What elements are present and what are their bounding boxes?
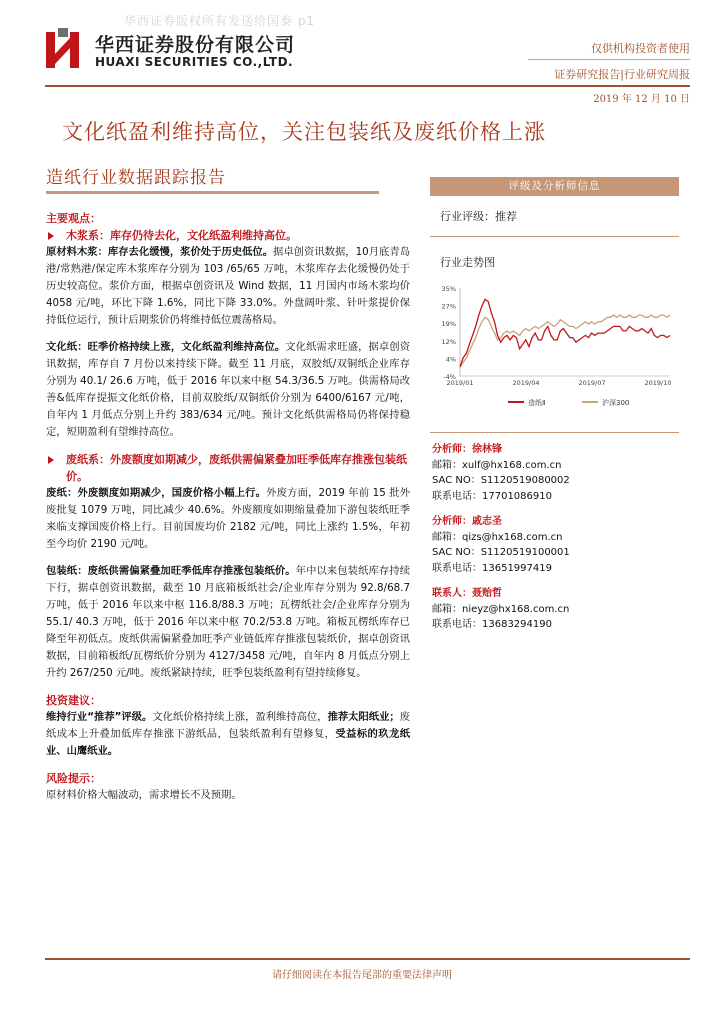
analyst-email[interactable]: qizs@hx168.com.cn (462, 531, 563, 543)
section-heading-text: 木浆系：库存仍待去化，文化纸盈利维持高位。 (66, 229, 297, 242)
report-type: 证券研究报告|行业研究周报 (554, 68, 690, 81)
phone-label: 联系电话： (432, 619, 482, 630)
analyst-phone: 13651997419 (482, 562, 552, 574)
header-divider (45, 85, 690, 87)
analyst-role: 联系人： (432, 588, 472, 599)
series-line (460, 299, 670, 367)
section-heading-pulp (46, 227, 410, 244)
paragraph-lead: 文化纸：旺季价格持续上涨，文化纸盈利维持高位。 (46, 341, 286, 353)
company-logo (44, 28, 82, 70)
x-tick-label: 2019/04 (512, 379, 540, 387)
paragraph-pulp (46, 244, 410, 329)
subtitle-underline (46, 191, 379, 194)
rating-value: 推荐 (495, 210, 517, 223)
company-name-en: HUAXI SECURITIES CO.,LTD. (95, 55, 294, 69)
paragraph-culture-paper (46, 339, 410, 441)
bullet-arrow-icon (48, 456, 54, 464)
investor-only-note: 仅供机构投资者使用 (591, 42, 690, 55)
section-heading-waste-paper (46, 451, 410, 485)
investment-advice-label: 投资建议： (46, 694, 101, 707)
paragraph-packaging-paper (46, 563, 410, 682)
panel-divider (430, 432, 679, 433)
main-points-label: 主要观点： (46, 212, 101, 225)
analyst-card (432, 514, 570, 576)
x-tick-label: 2019/01 (446, 379, 474, 387)
x-tick-label: 2019/07 (578, 379, 606, 387)
y-tick-label: -4% (443, 373, 456, 381)
analyst-list (432, 442, 570, 643)
y-tick-label: 35% (441, 285, 456, 293)
y-tick-label: 4% (445, 355, 456, 364)
paragraph-waste-paper (46, 485, 410, 553)
phone-label: 联系电话： (432, 490, 482, 502)
footer-disclaimer: 请仔细阅读在本报告尾部的重要法律声明 (272, 970, 452, 981)
watermark: 华西证券版权所有发送给国泰 p1 (124, 14, 316, 28)
analyst-sac: SAC NO：S1120519080002 (432, 475, 570, 486)
report-title: 文化纸盈利维持高位，关注包装纸及废纸价格上涨 (62, 120, 546, 144)
analyst-email[interactable]: xulf@hx168.com.cn (462, 459, 562, 471)
series-line (460, 315, 670, 367)
paragraph-body: 年中以来包装纸库存持续下行，据卓创资讯数据，截至 10 月底箱板纸社会/企业库存分别为 92.8/68.7 万吨，低于 2016 年以来中枢 116.8/88.3 万吨；瓦楞纸社会/企业库存分别为 55.1/ 40.3 万吨，低于 2016 年以来中枢 70.2/53.8 万吨。箱板瓦楞纸库存已降至年初低点。废纸供需偏紧叠加旺季产业链低库存推涨包装纸价，据卓创资讯数据，目前箱板纸/瓦楞纸价分别为 4127/3458 元/吨，自年内 8 月低点分别上升约 267/250 元/吨。废纸紧缺持续，旺季包装纸盈利有望持续修复。 (46, 565, 410, 679)
section-heading-text: 废纸系：外废额度如期减少，废纸供需偏紧叠加旺季低库存推涨包装纸价。 (66, 453, 407, 483)
bullet-arrow-icon (48, 232, 54, 240)
email-label: 邮箱： (432, 459, 462, 471)
panel-divider (430, 236, 679, 237)
main-content (46, 210, 410, 804)
analyst-name: 戚志圣 (472, 516, 502, 527)
industry-rating (440, 208, 517, 224)
footer-divider (45, 958, 690, 960)
email-label: 邮箱： (432, 531, 462, 543)
trend-chart-title: 行业走势图 (440, 256, 495, 269)
analyst-email[interactable]: nieyz@hx168.com.cn (462, 603, 570, 615)
risk-text: 原材料价格大幅波动，需求增长不及预期。 (46, 789, 242, 801)
legend-label: 造纸Ⅱ (528, 399, 546, 407)
legend-label: 沪深300 (602, 399, 630, 407)
paragraph-body: 据卓创资讯数据，10月底青岛港/常熟港/保定库木浆库存分别为 103 /65/65 万吨，木浆库存去化缓慢仍处于历史较高位。浆价方面，根据卓创资讯及 Wind 数据，11 月国内市场木浆均价 4058 元/吨，环比下降 1.6%，同比下降 33.0%。外盘阔叶浆、针叶浆提价保持低位运行，预计后期浆价仍将维持低位震荡格局。 (46, 246, 410, 326)
advice-rating: 维持行业“推荐”评级。 (46, 711, 153, 723)
rating-label: 行业评级： (440, 210, 495, 223)
analyst-role: 分析师： (432, 516, 472, 527)
paragraph-body: 外废方面，2019 年前 15 批外废批复 1079 万吨，同比减少 40.6%。外废额度如期缩量叠加下游包装纸旺季来临支撑国废价格上行。目前国废均价 2182 元/吨，同比上涨约 1.5%，年初至今均价 2190 元/吨。 (46, 487, 410, 550)
report-date: 2019 年 12 月 10 日 (593, 94, 690, 105)
paragraph-lead: 废纸：外废额度如期减少，国废价格小幅上行。 (46, 487, 267, 499)
phone-label: 联系电话： (432, 562, 482, 574)
analyst-name: 徐林锋 (472, 444, 502, 455)
advice-beneficiaries: 受益标的玖龙纸业、山鹰纸业。 (46, 728, 411, 757)
email-label: 邮箱： (432, 603, 462, 615)
y-tick-label: 27% (441, 302, 456, 311)
y-tick-label: 12% (441, 337, 456, 346)
paragraph-lead: 包装纸：废纸供需偏紧叠加旺季低库存推涨包装纸价。 (46, 565, 296, 577)
industry-trend-chart (430, 280, 679, 415)
analyst-phone: 17701086910 (482, 490, 552, 502)
analyst-role: 分析师： (432, 444, 472, 455)
advice-pick: 推荐太阳纸业； (327, 711, 400, 723)
rating-panel-header: 评级及分析师信息 (430, 177, 679, 196)
y-tick-label: 19% (441, 320, 456, 329)
paragraph-body: 文化纸需求旺盛，据卓创资讯数据，库存自 7 月份以来持续下降。截至 11 月底，双胶纸/双铜纸企业库存分别为 40.1/ 26.6 万吨，低于 2016 年以来中枢 54.3/36.5 万吨。供需格局改善&低库存提振文化纸价格，目前双胶纸/双铜纸价分别为 6400/6167 元/吨，自年内 1 月低点分别上升约 383/634 元/吨。预计文化纸供需格局仍将保持稳定，短期盈利有望维持高位。 (46, 341, 411, 438)
header-divider-short (528, 59, 690, 60)
report-subtitle: 造纸行业数据跟踪报告 (46, 168, 226, 188)
advice-text: 文化纸价格持续上涨，盈利维持高位， (152, 711, 328, 723)
paragraph-lead: 原材料木浆：库存去化缓慢，浆价处于历史低位。 (46, 246, 274, 258)
analyst-name: 聂贻哲 (472, 588, 502, 599)
analyst-phone: 13683294190 (482, 619, 552, 630)
analyst-card (432, 586, 570, 633)
analyst-sac: SAC NO：S1120519100001 (432, 547, 570, 558)
advice-text: 废纸成本上升叠加低库存推涨下游纸品，包装纸盈利有望修复， (46, 711, 411, 740)
risk-label: 风险提示： (46, 772, 101, 785)
x-tick-label: 2019/10 (644, 379, 672, 387)
analyst-card (432, 442, 570, 504)
investment-advice (46, 709, 410, 760)
company-name-cn: 华西证券股份有限公司 (95, 34, 296, 56)
